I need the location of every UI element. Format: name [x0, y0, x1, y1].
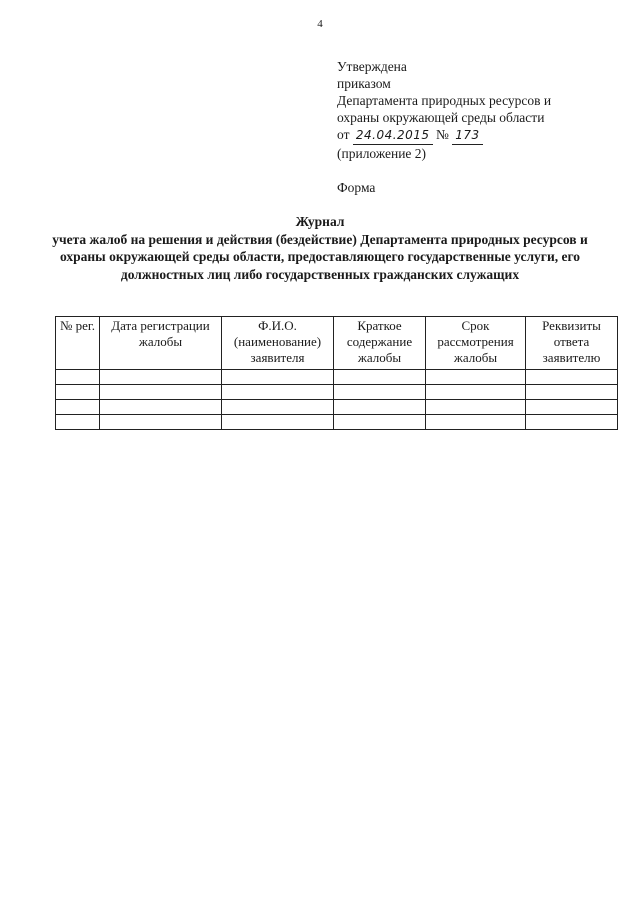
journal-table [55, 316, 618, 430]
approval-line: Департамента природных ресурсов и [337, 93, 552, 108]
header-response-details: Реквизиты ответа заявителю [526, 317, 618, 370]
title-subtitle: учета жалоб на решения и действия (бездействие) Департамента природных ресурсов и охраны окружающей среды области, предоставляющего государственные услуги, его должностных лиц либо государственных гражданских служащих [52, 231, 588, 282]
table-cell [426, 370, 526, 385]
header-complaint-summary: Краткое содержание жалобы [334, 317, 426, 370]
page-number: 4 [317, 18, 323, 30]
table-cell [222, 385, 334, 400]
appendix-label: (приложение 2) [337, 146, 427, 161]
table-row [56, 370, 618, 385]
table-cell [222, 370, 334, 385]
form-label: Форма [337, 180, 376, 195]
table-header-row [56, 317, 618, 370]
header-reg-number: № рег. [56, 317, 100, 370]
table-cell [526, 415, 618, 430]
table-cell [56, 385, 100, 400]
table-cell [56, 415, 100, 430]
table-cell [222, 400, 334, 415]
document-title [40, 213, 600, 283]
handwritten-number: 173 [452, 127, 482, 145]
table-cell [334, 400, 426, 415]
approval-line: охраны окружающей среды области [337, 110, 545, 125]
table-cell [222, 415, 334, 430]
table-cell [426, 415, 526, 430]
header-applicant-name: Ф.И.О. (наименование) заявителя [222, 317, 334, 370]
table-cell [426, 400, 526, 415]
title-heading: Журнал [295, 214, 345, 229]
table-cell [334, 385, 426, 400]
table-cell [526, 400, 618, 415]
table-cell [334, 415, 426, 430]
table-cell [526, 385, 618, 400]
table-cell [56, 400, 100, 415]
table-cell [100, 400, 222, 415]
table-row [56, 400, 618, 415]
approval-stamp [337, 58, 627, 162]
approval-line: приказом [337, 76, 391, 91]
approval-line: Утверждена [337, 59, 407, 74]
table-row [56, 385, 618, 400]
table-cell [56, 370, 100, 385]
approval-date-line [337, 126, 627, 145]
table-cell [334, 370, 426, 385]
header-review-deadline: Срок рассмотрения жалобы [426, 317, 526, 370]
handwritten-date: 24.04.2015 [353, 127, 433, 145]
table-cell [100, 370, 222, 385]
table-cell [426, 385, 526, 400]
table-cell [526, 370, 618, 385]
table-cell [100, 415, 222, 430]
header-registration-date: Дата регистрации жалобы [100, 317, 222, 370]
date-prefix: от [337, 127, 350, 142]
table-cell [100, 385, 222, 400]
table-row [56, 415, 618, 430]
number-sign: № [435, 127, 449, 142]
